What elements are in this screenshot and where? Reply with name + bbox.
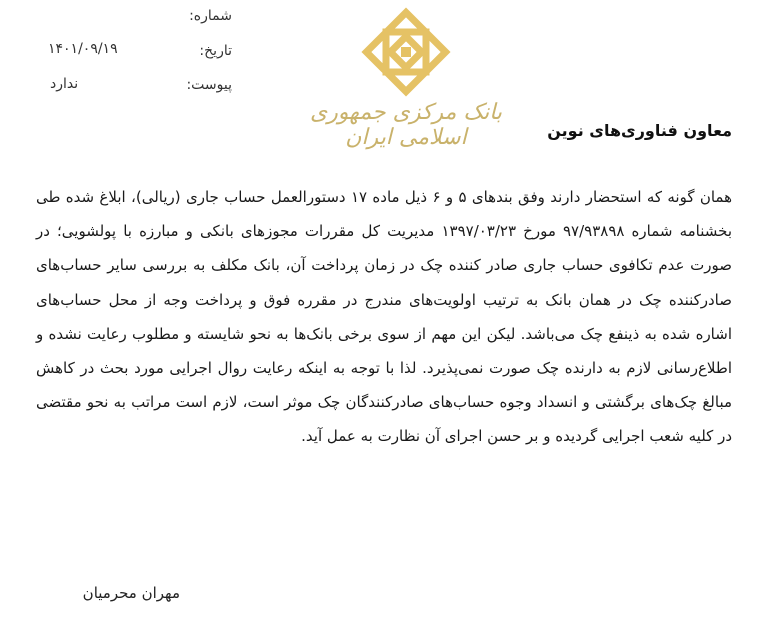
date-label: تاریخ: bbox=[199, 43, 232, 59]
recipient-title: معاون فناوری‌های نوین bbox=[547, 121, 732, 140]
bank-name: بانک مرکزی جمهوری اسلامی ایران bbox=[309, 100, 503, 150]
letter-body: همان گونه که استحضار دارند وفق بندهای ۵ و ۶ ذیل ماده ۱۷ دستورالعمل حساب جاری (ریالی)، ابلاغ شده طی بخشنامه شماره ۹۷/۹۳۸۹۸ مورخ ۱۳۹۷/۰۳/۲۳ مدیریت کل مقررات مجوزهای بانکی و مبارزه با پولشویی؛ در صورت عدم تکافوی حساب جاری صادر کننده چک در زمان پرداخت آن، بانک مکلف به بررسی سایر حساب‌های صادرکننده چک در همان بانک به ترتیب اولویت‌های مندرج در مقرره فوق و پرداخت وجه از محل حساب‌های اشاره شده به ذینفع چک می‌باشد. لیکن این مهم از سوی برخی بانک‌ها به نحو شایسته و مطلوب رعایت نشده و اطلاع‌رسانی لازم به دارنده چک صورت نمی‌پذیرد. لذا با توجه به اینکه رعایت روال اجرایی مورد بحث در کاهش مبالغ چک‌های برگشتی و انسداد وجوه حساب‌های صادرکنندگان چک موثر است، لازم است مراتب به نحو مقتضی در کلیه شعب اجرایی گردیده و بر حسن اجرای آن نظارت به عمل آید. bbox=[36, 188, 732, 446]
number-label: شماره: bbox=[189, 8, 232, 24]
signatory-name: مهران محرمیان bbox=[82, 584, 180, 602]
attachment-label: پیوست: bbox=[186, 77, 232, 93]
date-value: ۱۴۰۱/۰۹/۱۹ bbox=[48, 41, 118, 57]
attachment-value: ندارد bbox=[50, 76, 79, 92]
central-bank-emblem-icon bbox=[356, 2, 456, 102]
